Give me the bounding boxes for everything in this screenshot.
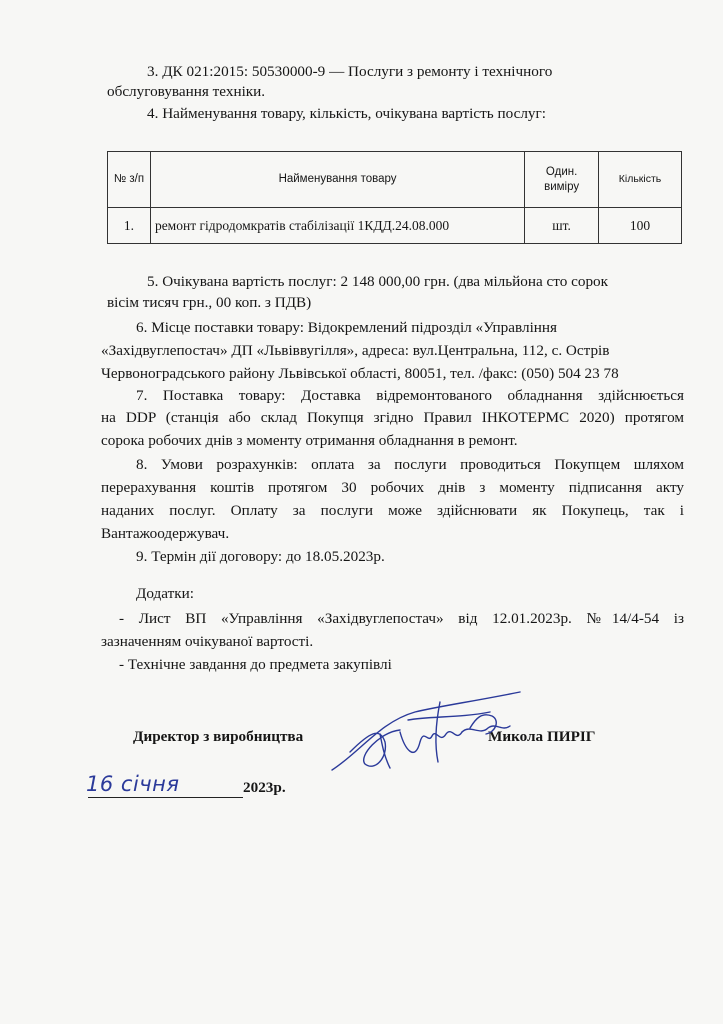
item3-line2: обслуговування техніки. <box>107 83 266 100</box>
goods-table <box>107 151 682 244</box>
date-handwritten: 16 січня <box>86 772 180 796</box>
attachment-1-line2: зазначенням очікуваної вартості. <box>101 633 314 650</box>
item3-line1: 3. ДК 021:2015: 50530000-9 — Послуги з ремонту і технічного <box>147 63 553 80</box>
item7-line2: на DDP (станція або склад Покупця згідно Правил ІНКОТЕРМС 2020) протягом <box>101 409 684 426</box>
attachment-2: - Технічне завдання до предмета закупівлі <box>119 656 392 673</box>
table-header-row <box>108 152 682 208</box>
handwritten-signature <box>320 672 560 782</box>
header-name: Найменування товару <box>150 152 524 208</box>
date-underline <box>88 797 243 798</box>
cell-qty: 100 <box>599 208 682 244</box>
item5-line2: вісім тисяч грн., 00 коп. з ПДВ) <box>107 294 312 311</box>
signer-position: Директор з виробництва <box>133 728 304 745</box>
item7-line1: 7. Поставка товару: Доставка відремонтованого обладнання здійснюється <box>136 387 684 404</box>
cell-name: ремонт гідродомкратів стабілізації 1КДД.24.08.000 <box>150 208 524 244</box>
item8-line3: наданих послуг. Оплату за послуги може здійснювати як Покупець, так і <box>101 502 684 519</box>
item9-text: 9. Термін дії договору: до 18.05.2023р. <box>136 548 385 565</box>
header-qty: Кількість <box>599 152 682 208</box>
header-unit: Один. виміру <box>525 152 599 208</box>
signer-name: Микола ПИРІГ <box>488 728 596 745</box>
item6-line3: Червоноградського району Львівської області, 80051, тел. /факс: (050) 504 23 78 <box>101 365 619 382</box>
item4-text: 4. Найменування товару, кількість, очікувана вартість послуг: <box>147 105 546 122</box>
item8-line4: Вантажоодержувач. <box>101 525 230 542</box>
item6-line1: 6. Місце поставки товару: Відокремлений підрозділ «Управління <box>136 319 558 336</box>
item8-line1: 8. Умови розрахунків: оплата за послуги проводиться Покупцем шляхом <box>136 456 684 473</box>
item5-line1: 5. Очікувана вартість послуг: 2 148 000,00 грн. (два мільйона сто сорок <box>147 273 609 290</box>
item7-line3: сорока робочих днів з моменту отримання обладнання в ремонт. <box>101 432 518 449</box>
cell-num: 1. <box>108 208 151 244</box>
cell-unit: шт. <box>525 208 599 244</box>
date-year: 2023р. <box>243 779 286 796</box>
item6-line2: «Західвуглепостач» ДП «Львіввугілля», адреса: вул.Центральна, 112, с. Острів <box>101 342 610 359</box>
attachments-title: Додатки: <box>136 585 194 602</box>
table-row <box>108 208 682 244</box>
header-num: № з/п <box>108 152 151 208</box>
attachment-1-line1: - Лист ВП «Управління «Західвуглепостач» від 12.01.2023р. №14/4-54 із <box>119 610 684 627</box>
item8-line2: перерахування коштів протягом 30 робочих днів з моменту підписання акту <box>101 479 684 496</box>
